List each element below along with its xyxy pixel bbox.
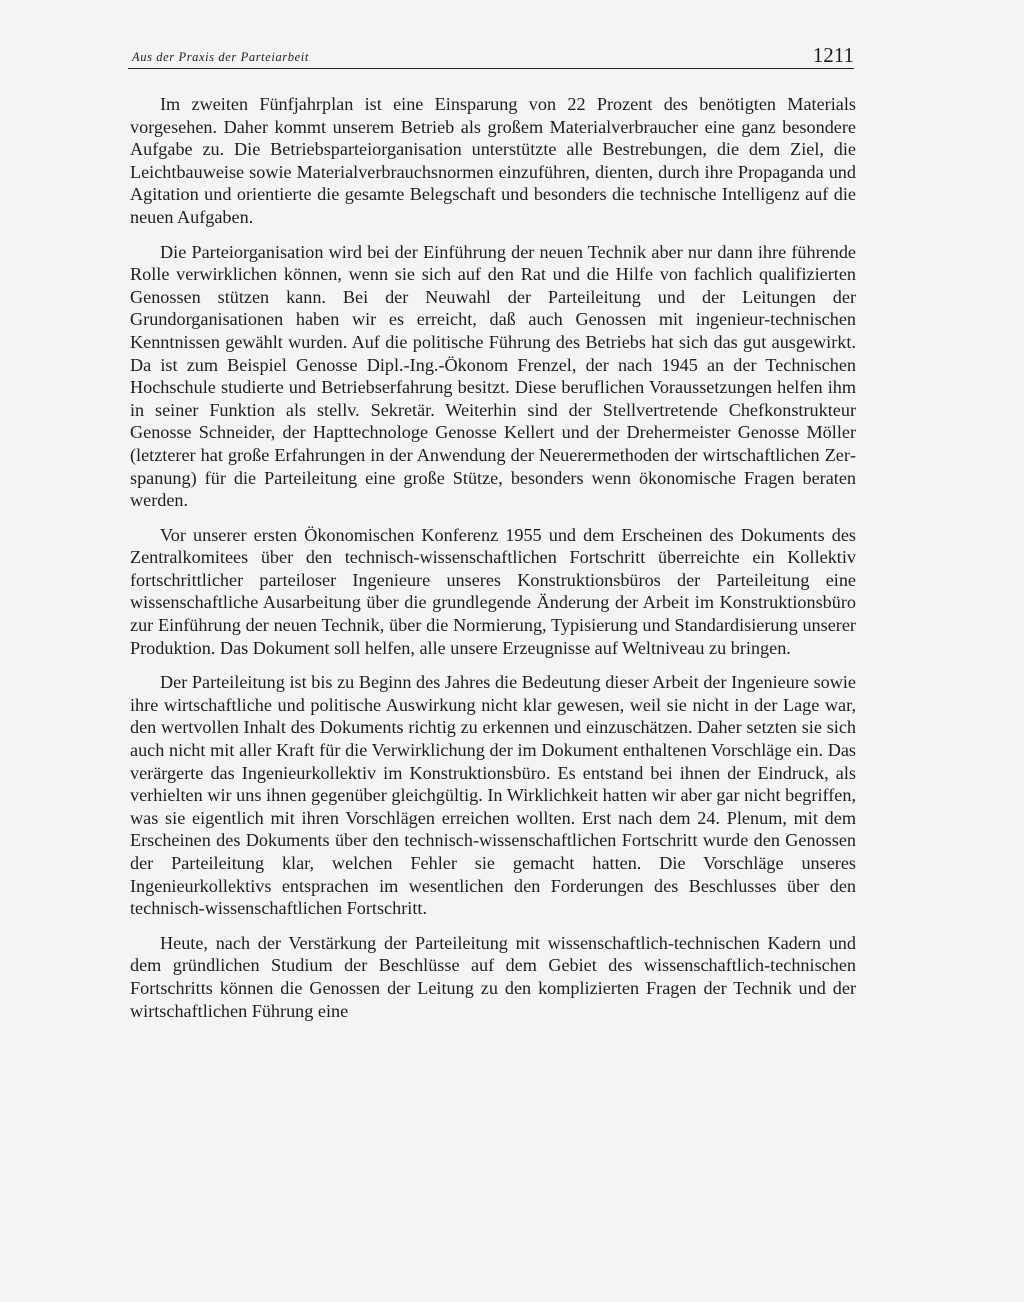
page-number: 1211 [812, 43, 854, 67]
paragraph: Im zweiten Fünfjahrplan ist eine Einsparung von 22 Prozent des benötigten Materials vorgesehen. Daher kommt unserem Betrieb als großem Materialverbraucher eine ganz besondere Aufgabe zu. Die Betriebsparteiorganisation unterstützte alle Bestrebungen, die dem Ziel, die Leichtbauweise sowie Materialverbrauchsnormen einzuführen, dienten, durch ihre Propaganda und Agitation und orientierte die gesamte Belegschaft und besonders die technische Intelligenz auf die neuen Aufgaben. [130, 94, 856, 227]
paragraph: Die Parteiorganisation wird bei der Einführung der neuen Technik aber nur dann ihre führende Rolle verwirklichen können, wenn sie sich auf den Rat und die Hilfe von fachlich qualifizierten Genossen stützen kann. Bei der Neuwahl der Parteileitung und der Leitungen der Grundorganisationen haben wir es erreicht, daß auch Genossen mit ingenieur-technischen Kenntnissen gewählt wurden. Auf die politische Führung des Betriebs hat sich das gut ausgewirkt. Da ist zum Beispiel Genosse Dipl.-Ing.-Ökonom Frenzel, der nach 1945 an der Technischen Hochschule studierte und Betriebserfahrung besitzt. Diese beruflichen Voraussetzungen helfen ihm in seiner Funktion als stellv. Sekretär. Weiterhin sind der Stellvertretende Chefkonstrukteur Genosse Schneider, der Hapttechnologe Genosse Kellert und der Drehermeister Genosse Möller (letzterer hat große Erfahrungen in der Anwendung der Neuerermethoden der wirtschaftlichen Zerspanung) für die Parteileitung eine große Stütze, besonders wenn ökonomische Fragen beraten werden. [130, 241, 856, 511]
body-text [130, 93, 856, 1034]
paragraph: Vor unserer ersten Ökonomischen Konferenz 1955 und dem Erscheinen des Dokuments des Zentralkomitees über den technisch-wissenschaftlichen Fortschritt überreichte ein Kollektiv fortschrittlicher parteiloser Ingenieure unseres Konstruktionsbüros der Parteileitung eine wissenschaftliche Ausarbeitung über die grundlegende Änderung der Arbeit im Konstruktionsbüro zur Einführung der neuen Technik, über die Normierung, Typisierung und Standardisierung unserer Produktion. Das Dokument soll helfen, alle unsere Erzeugnisse auf Weltniveau zu bringen. [130, 524, 856, 658]
running-title: Aus der Praxis der Parteiarbeit [132, 50, 309, 64]
paragraph: Der Parteileitung ist bis zu Beginn des Jahres die Bedeutung dieser Arbeit der Ingenieure sowie ihre wirtschaftliche und politische Auswirkung nicht klar gewesen, weil sie nicht in der Lage war, den wertvollen Inhalt des Dokuments richtig zu erkennen und einzuschätzen. Daher setzten sie sich auch nicht mit aller Kraft für die Verwirklichung der im Dokument enthaltenen Vorschläge ein. Das verärgerte das Ingenieurkollektiv im Konstruktionsbüro. Es entstand bei ihnen der Eindruck, als verhielten wir uns ihnen gegenüber gleichgültig. In Wirklichkeit hatten wir aber gar nicht begriffen, was sie eigentlich mit ihren Vorschlägen erreichen wollten. Erst nach dem 24. Plenum, mit dem Erscheinen des Dokuments über den technisch-wissenschaftlichen Fortschritt wurde den Genossen der Parteileitung klar, welchen Fehler sie gemacht hatten. Die Vorschläge unseres Ingenieurkollektivs entsprachen im wesentlichen den Forderungen des Beschlusses über den technisch-wissenschaftlichen Fortschritt. [130, 672, 856, 919]
running-header [128, 44, 854, 69]
paragraph: Heute, nach der Verstärkung der Parteileitung mit wissenschaftlich-technischen Kadern und dem gründlichen Studium der Beschlüsse auf dem Gebiet des wissenschaftlich-technischen Fortschritts können die Genossen der Leitung zu den komplizierten Fragen der Technik und der wirtschaftlichen Führung eine [130, 932, 856, 1021]
